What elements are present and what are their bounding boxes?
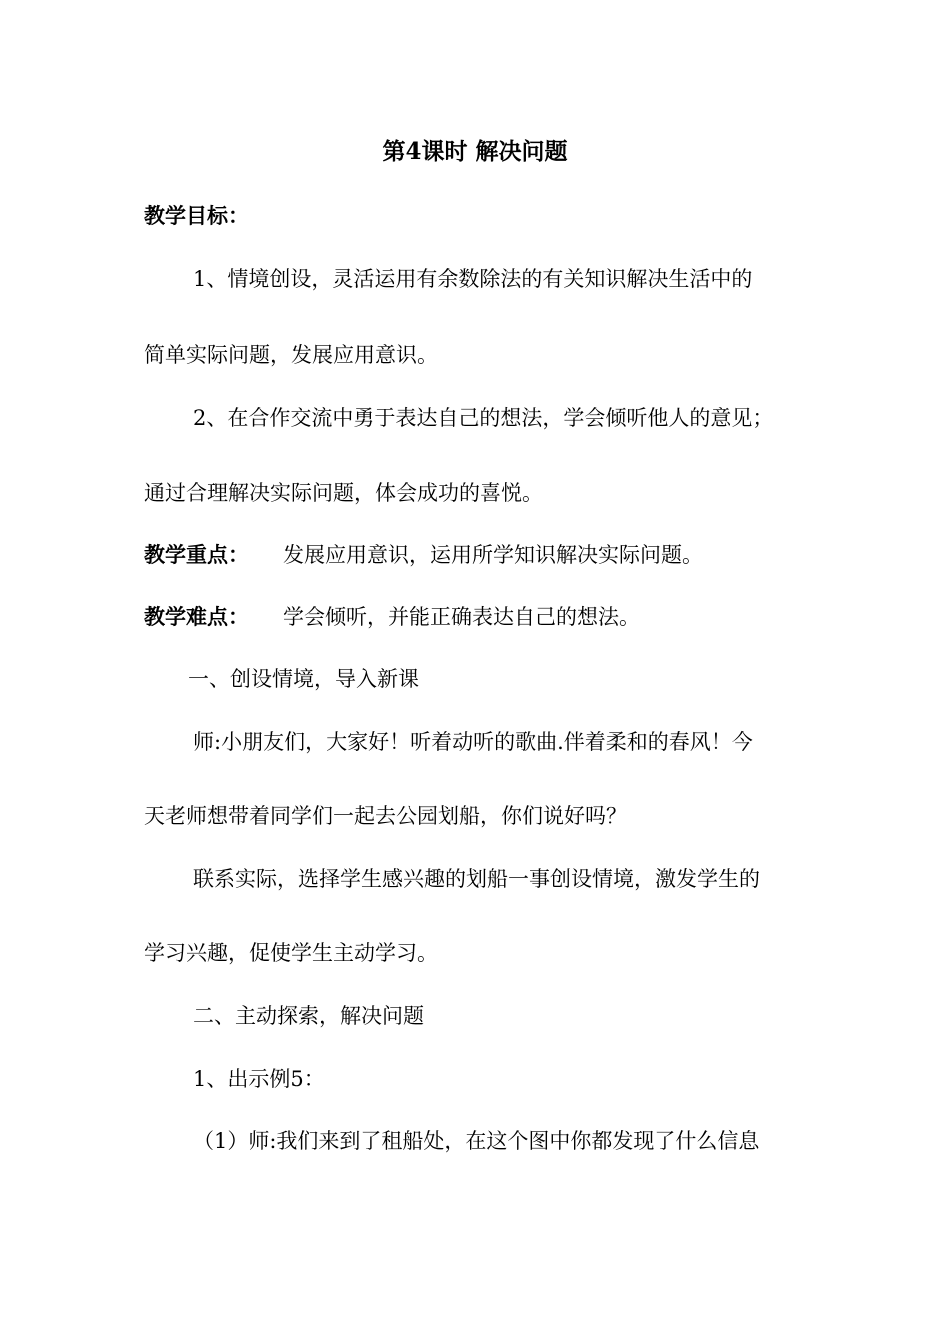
key-point-row (144, 540, 703, 570)
section-2-heading: 二、主动探索，解决问题 (193, 1004, 424, 1028)
key-point-text: 发展应用意识，运用所学知识解决实际问题。 (283, 543, 703, 567)
section-1-heading: 一、创设情境，导入新课 (188, 667, 419, 691)
objective-1-line-2: 简单实际问题，发展应用意识。 (144, 343, 438, 367)
example-heading: 1、出示例5： (193, 1067, 325, 1091)
objective-2-line-2: 通过合理解决实际问题，体会成功的喜悦。 (144, 481, 543, 505)
key-point-label: 教学重点： (144, 542, 249, 567)
objectives-label: 教学目标： (144, 203, 249, 228)
teacher-line-1: 师:小朋友们，大家好！听着动听的歌曲.伴着柔和的春风！今 (193, 730, 753, 754)
objective-2-line-1: 2、在合作交流中勇于表达自己的想法，学会倾听他人的意见； (193, 406, 774, 430)
difficulty-text: 学会倾听，并能正确表达自己的想法。 (283, 605, 640, 629)
difficulty-label: 教学难点： (144, 604, 249, 629)
note-line-1: 联系实际，选择学生感兴趣的划船一事创设情境，激发学生的 (193, 867, 760, 891)
note-line-2: 学习兴趣，促使学生主动学习。 (144, 941, 438, 965)
page-title: 第4课时 解决问题 (382, 138, 568, 165)
difficulty-row (144, 602, 640, 632)
objective-1-line-1: 1、情境创设，灵活运用有余数除法的有关知识解决生活中的 (193, 267, 753, 291)
teacher-line-2: 天老师想带着同学们一起去公园划船，你们说好吗？ (144, 804, 627, 828)
question-1: （1）师:我们来到了租船处，在这个图中你都发现了什么信息 (193, 1129, 760, 1153)
